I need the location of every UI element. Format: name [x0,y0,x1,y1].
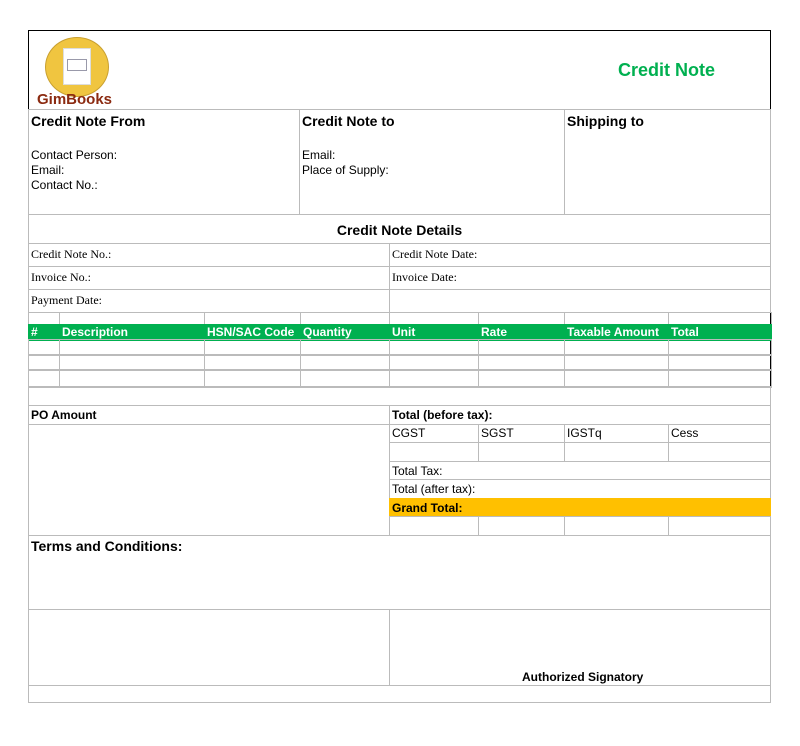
grand-total-cell[interactable] [478,516,565,536]
grand-total: Grand Total: [389,498,771,517]
gimbooks-logo [45,37,109,97]
po-amount-label: PO Amount [28,405,390,425]
credit-note-date[interactable]: Credit Note Date: [389,243,771,267]
column-header: Rate [478,324,565,341]
sgst-value[interactable] [478,442,565,462]
details-heading: Credit Note Details [28,214,771,244]
spacer-row [28,386,771,406]
igst-label: IGSTq [564,424,669,443]
total-before-tax: Total (before tax): [389,405,771,425]
grand-total-cell[interactable] [564,516,669,536]
total-after-tax: Total (after tax): [389,479,771,499]
to-heading: Credit Note to [302,113,395,129]
place-of-supply-label: Place of Supply: [302,163,389,177]
credit-note-no[interactable]: Credit Note No.: [28,243,390,267]
grand-total-cell[interactable] [668,516,771,536]
email-label: Email: [31,163,65,177]
column-header: # [28,324,60,341]
to-email-label: Email: [302,148,336,162]
cgst-label: CGST [389,424,479,443]
document-icon [63,48,91,85]
terms-heading: Terms and Conditions: [31,538,183,554]
column-header: Unit [389,324,479,341]
column-header: HSN/SAC Code [204,324,301,341]
cgst-value[interactable] [389,442,479,462]
payment-date[interactable]: Payment Date: [28,289,390,313]
contact-no-label: Contact No.: [31,178,98,192]
terms-and-conditions [28,535,771,610]
contact-person-label: Contact Person: [31,148,118,162]
grand-total-cell[interactable] [389,516,479,536]
column-header: Taxable Amount [564,324,669,341]
column-header: Total [668,324,772,341]
sgst-label: SGST [478,424,565,443]
signature-area [389,609,771,686]
notes-area [28,609,390,686]
brand-name: GimBooks [37,91,113,108]
authorized-signatory: Authorized Signatory [522,670,644,684]
column-header: Quantity [300,324,390,341]
credit-note-to [299,109,565,215]
cess-label: Cess [668,424,771,443]
from-heading: Credit Note From [31,113,146,129]
igst-value[interactable] [564,442,669,462]
cess-value[interactable] [668,442,771,462]
footer-row [28,685,771,703]
shipping-heading: Shipping to [567,113,644,129]
po-amount-value[interactable] [28,424,390,536]
blank-cell [389,289,771,313]
invoice-date[interactable]: Invoice Date: [389,266,771,290]
credit-note-from [28,109,300,215]
total-tax: Total Tax: [389,461,771,480]
invoice-no[interactable]: Invoice No.: [28,266,390,290]
document-title: Credit Note [618,60,716,80]
column-header: Description [59,324,205,341]
shipping-to [564,109,771,215]
